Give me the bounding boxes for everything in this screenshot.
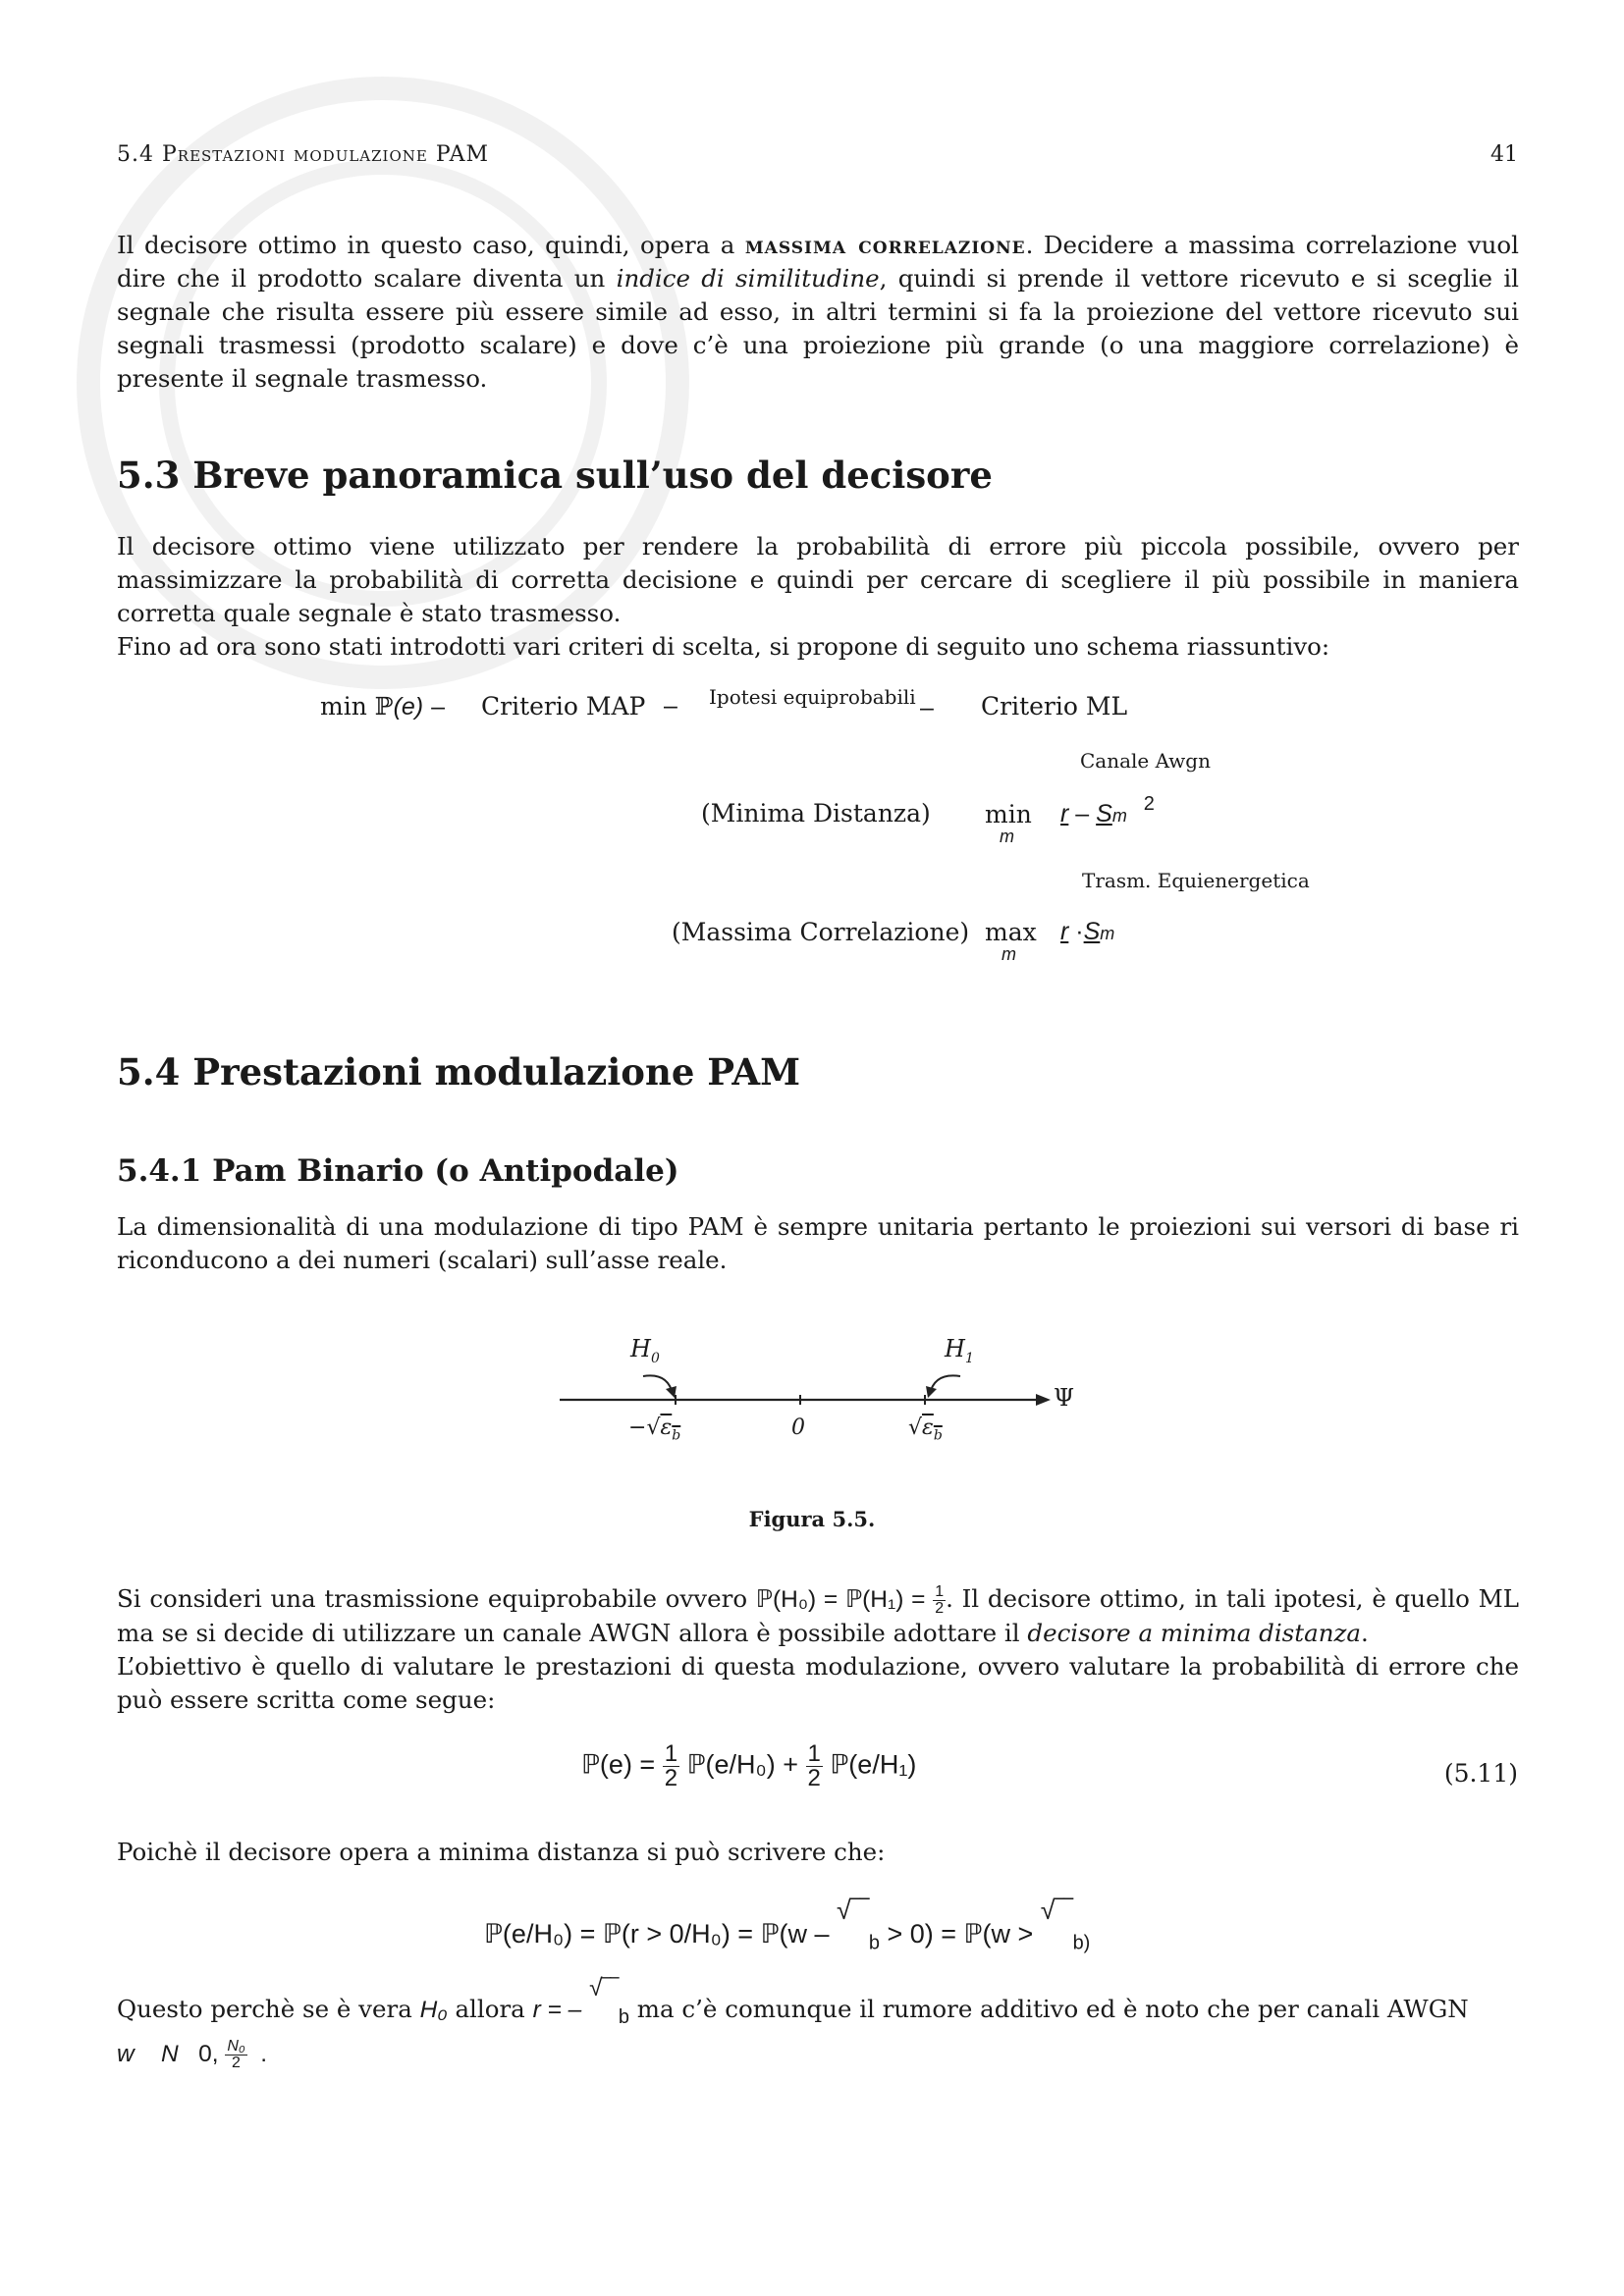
sqrt-symbol: √‾‾ [1040, 1896, 1073, 1925]
section-5-3-paragraph: Il decisore ottimo viene utilizzato per rendere la probabilità di errore più piccola possibile, ovvero per massimizzare la probabilità di corretta decisione e quindi per cercare di scegliere il più possibile in maniera corretta quale segnale è stato trasmesso. Fino ad ora sono stati introdotti vari criteri di scelta, si propone di seguito uno schema riassuntivo: [117, 532, 1519, 661]
label-zero: 0 [791, 1415, 805, 1440]
section-5-4-title: 5.4 Prestazioni modulazione PAM [117, 1050, 801, 1094]
min-distance-paragraph: Poichè il decisore opera a minima distanza si può scrivere che: [117, 1838, 886, 1866]
scheme-criterio-map: Criterio MAP [481, 692, 646, 721]
scheme-dash: – [920, 694, 934, 721]
figure-caption: Figura 5.5. [748, 1507, 876, 1531]
scheme-correlation-expr: r ·Sm [1060, 918, 1115, 945]
massima-correlazione-strong: massima correlazione [744, 231, 1026, 259]
header-section-label: 5.4 Prestazioni modulazione PAM [117, 142, 490, 167]
page-number: 41 [1490, 142, 1518, 167]
decisore-minima-distanza-em: decisore a minima distanza [1027, 1619, 1361, 1647]
equation-number: (5.11) [1443, 1759, 1518, 1788]
indice-similitudine-em: indice di similitudine [616, 264, 880, 293]
scheme-min-pe: min ℙ(e) – [320, 692, 445, 721]
equation-error-probability: ℙ(e/H₀) = ℙ(r > 0/H₀) = ℙ(w – $√‾‾_b > 0$) = ℙ(w > $√‾‾_{b)}$ [484, 1896, 1091, 1954]
section-5-4-1-title: 5.4.1 Pam Binario (o Antipodale) [117, 1153, 679, 1189]
scheme-massima-correlazione: (Massima Correlazione) [672, 918, 970, 946]
scheme-distance-expr: r – Sm $^2$ [1060, 793, 1155, 828]
label-neg-sqrt-eb: $-√\varepsilon_b$ [628, 1415, 681, 1444]
scheme-minima-distanza: (Minima Distanza) [701, 799, 931, 828]
section-5-3-title: 5.3 Breve panoramica sull’uso del decisore [117, 454, 993, 497]
label-h1: $H_1$ [945, 1335, 974, 1366]
scheme-max-subscript: m [1001, 944, 1016, 964]
intro-paragraph: Il decisore ottimo in questo caso, quindi, opera a massima correlazione. Decidere a massima correlazione vuol dire che il prodotto scalare diventa un indice di similitudine, quindi si prende il vettore ricevuto e si sceglie il segnale che risulta essere più essere simile ad esso, in altri termini si fa la proiezione del vettore ricevuto sui segnali trasmessi (prodotto scalare) e dove c’è una proiezione più grande (o una maggiore correlazione) è presente il segnale trasmesso. [117, 231, 1520, 393]
sqrt-symbol: √‾‾ [589, 1975, 619, 2002]
label-psi: Ψ [1054, 1384, 1075, 1412]
scheme-min-operator: min [985, 800, 1032, 828]
equation-5-11: ℙ(e) = $\frac{1}{2}$ ℙ(e/H₀) + $\frac{1}{2}$ ℙ(e/H₁) [581, 1740, 917, 1791]
scheme-max-operator: max [985, 918, 1037, 946]
sqrt-symbol: √‾‾ [837, 1896, 869, 1925]
scheme-canale-awgn: Canale Awgn [1080, 749, 1211, 773]
antipodal-axis-diagram [550, 1364, 1080, 1463]
scheme-criterio-ml: Criterio ML [981, 692, 1128, 721]
scheme-dash: – [664, 692, 677, 720]
scheme-min-subscript: m [1000, 827, 1014, 846]
label-h0: $H_0$ [630, 1335, 660, 1366]
scheme-trasm-equienergetica: Trasm. Equienergetica [1082, 869, 1310, 892]
scheme-ipotesi-equiprobabili: Ipotesi equiprobabili [709, 685, 916, 709]
equiprobable-paragraph: Si consideri una trasmissione equiprobabile ovvero ℙ(H₀) = ℙ(H₁) = $\frac{1}{2}$ . Il decisore ottimo, in tali ipotesi, è quello ML ma se si decide di utilizzare un canale AWGN allora è possibile adottare il decisore a minima distanza. L’obiettivo è quello di valutare le prestazioni di questa modulazione, ovvero valutare la probabilità di errore che può essere scritta come segue: [117, 1583, 1519, 1714]
label-sqrt-eb: $√\varepsilon_b$ [908, 1415, 943, 1444]
section-5-4-1-paragraph: La dimensionalità di una modulazione di tipo PAM è sempre unitaria pertanto le proiezioni sui versori di base ri riconducono a dei numeri (scalari) sull’asse reale. [117, 1212, 1519, 1274]
conclusion-paragraph: Questo perchè se è vera H₀ allora r = – $√‾‾_b$ ma c’è comunque il rumore additivo ed è noto che per canali AWGN w N 0, $\frac{\text{N₀}}{2}$ . [117, 1975, 1469, 2071]
